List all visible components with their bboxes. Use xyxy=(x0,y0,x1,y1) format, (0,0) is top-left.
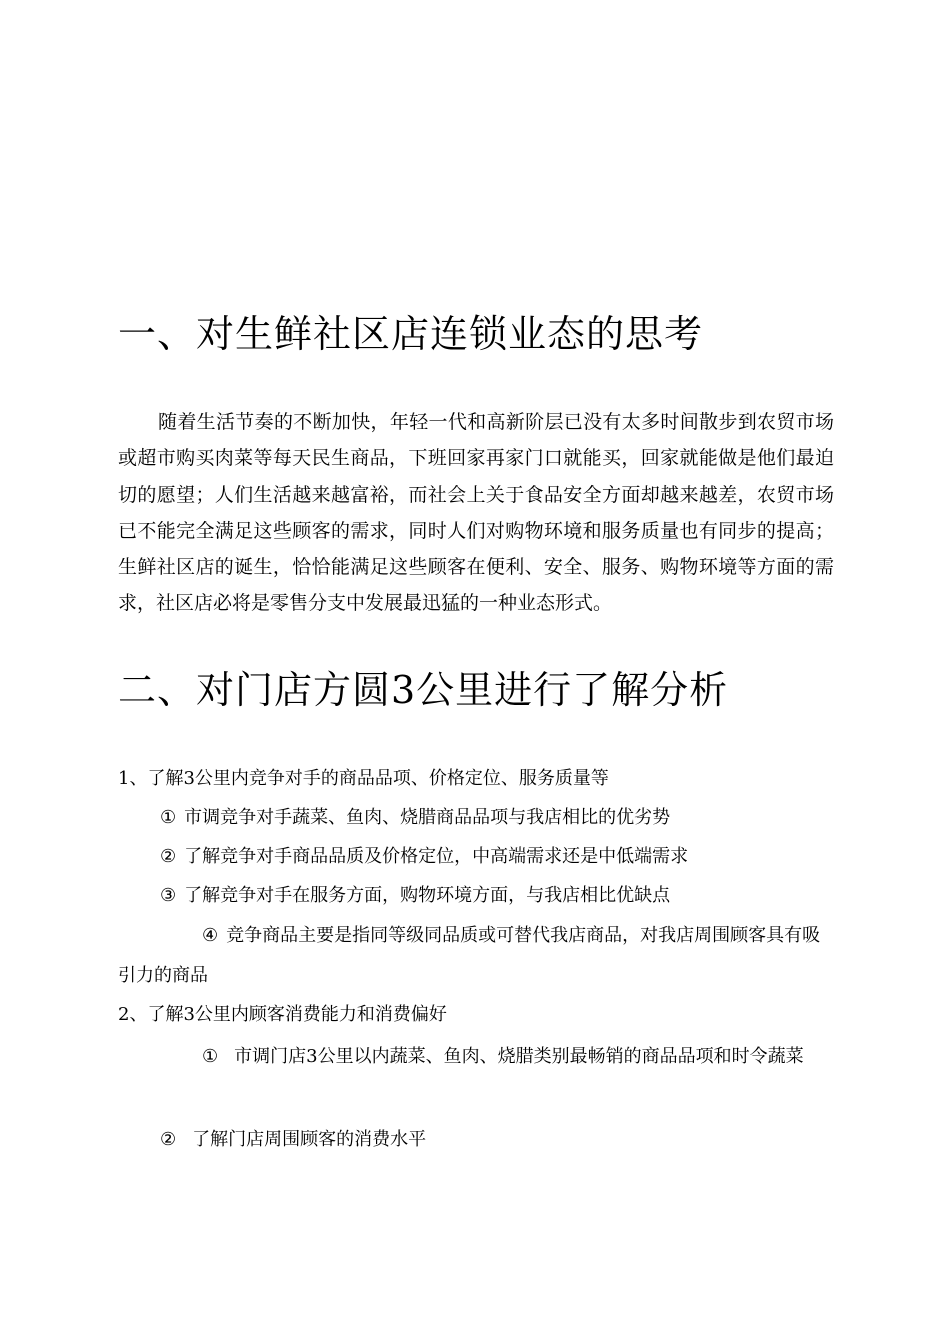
section1-heading: 一、对生鲜社区店连锁业态的思考 xyxy=(118,312,704,356)
item2-subitem-1 xyxy=(118,1037,830,1077)
item2-subitem-2 xyxy=(160,1128,426,1152)
item1-subitem-1 xyxy=(160,806,670,830)
item1-title: 1、了解3公里内竞争对手的商品品项、价格定位、服务质量等 xyxy=(118,768,609,789)
item1-subitem-1-text: 市调竞争对手蔬菜、鱼肉、烧腊商品品项与我店相比的优劣势 xyxy=(184,807,671,828)
item2-title: 2、了解3公里内顾客消费能力和消费偏好 xyxy=(118,1004,447,1025)
item1-subitem-4 xyxy=(118,916,830,996)
section1-paragraph: 随着生活节奏的不断加快，年轻一代和高新阶层已没有太多时间散步到农贸市场或超市购买肉菜等每天民生商品，下班回家再家门口就能买，回家就能做是他们最迫切的愿望；人们生活越来越富裕，而社会上关于食品安全方面却越来越差，农贸市场已不能完全满足这些顾客的需求，同时人们对购物环境和服务质量也有同步的提高；生鲜社区店的诞生，恰恰能满足这些顾客在便利、安全、服务、购物环境等方面的需求，社区店必将是零售分支中发展最迅猛的一种业态形式。 xyxy=(118,411,834,615)
item1-subitem-2 xyxy=(160,845,688,869)
item2-subitem-2-text: 了解门店周围顾客的消费水平 xyxy=(192,1129,427,1150)
item1-subitem-3-text: 了解竞争对手在服务方面，购物环境方面，与我店相比优缺点 xyxy=(184,885,671,906)
item1-subitem-4-mark: ④ xyxy=(202,925,219,946)
item1-subitem-4-text: 竞争商品主要是指同等级同品质或可替代我店商品，对我店周围顾客具有吸引力的商品 xyxy=(118,925,821,986)
item1-subitem-2-mark: ② xyxy=(160,846,177,867)
item1-subitem-3 xyxy=(160,884,670,908)
item2-subitem-1-text: 市调门店3公里以内蔬菜、鱼肉、烧腊类别最畅销的商品品项和时令蔬菜 xyxy=(234,1046,804,1067)
item1-subitem-2-text: 了解竞争对手商品品质及价格定位，中高端需求还是中低端需求 xyxy=(184,846,689,867)
section2-heading: 二、对门店方圆3公里进行了解分析 xyxy=(118,668,729,712)
item1-subitem-3-mark: ③ xyxy=(160,885,177,906)
item2-subitem-1-mark: ① xyxy=(202,1046,219,1067)
item1-subitem-1-mark: ① xyxy=(160,807,177,828)
item2-subitem-2-mark: ② xyxy=(160,1129,177,1150)
